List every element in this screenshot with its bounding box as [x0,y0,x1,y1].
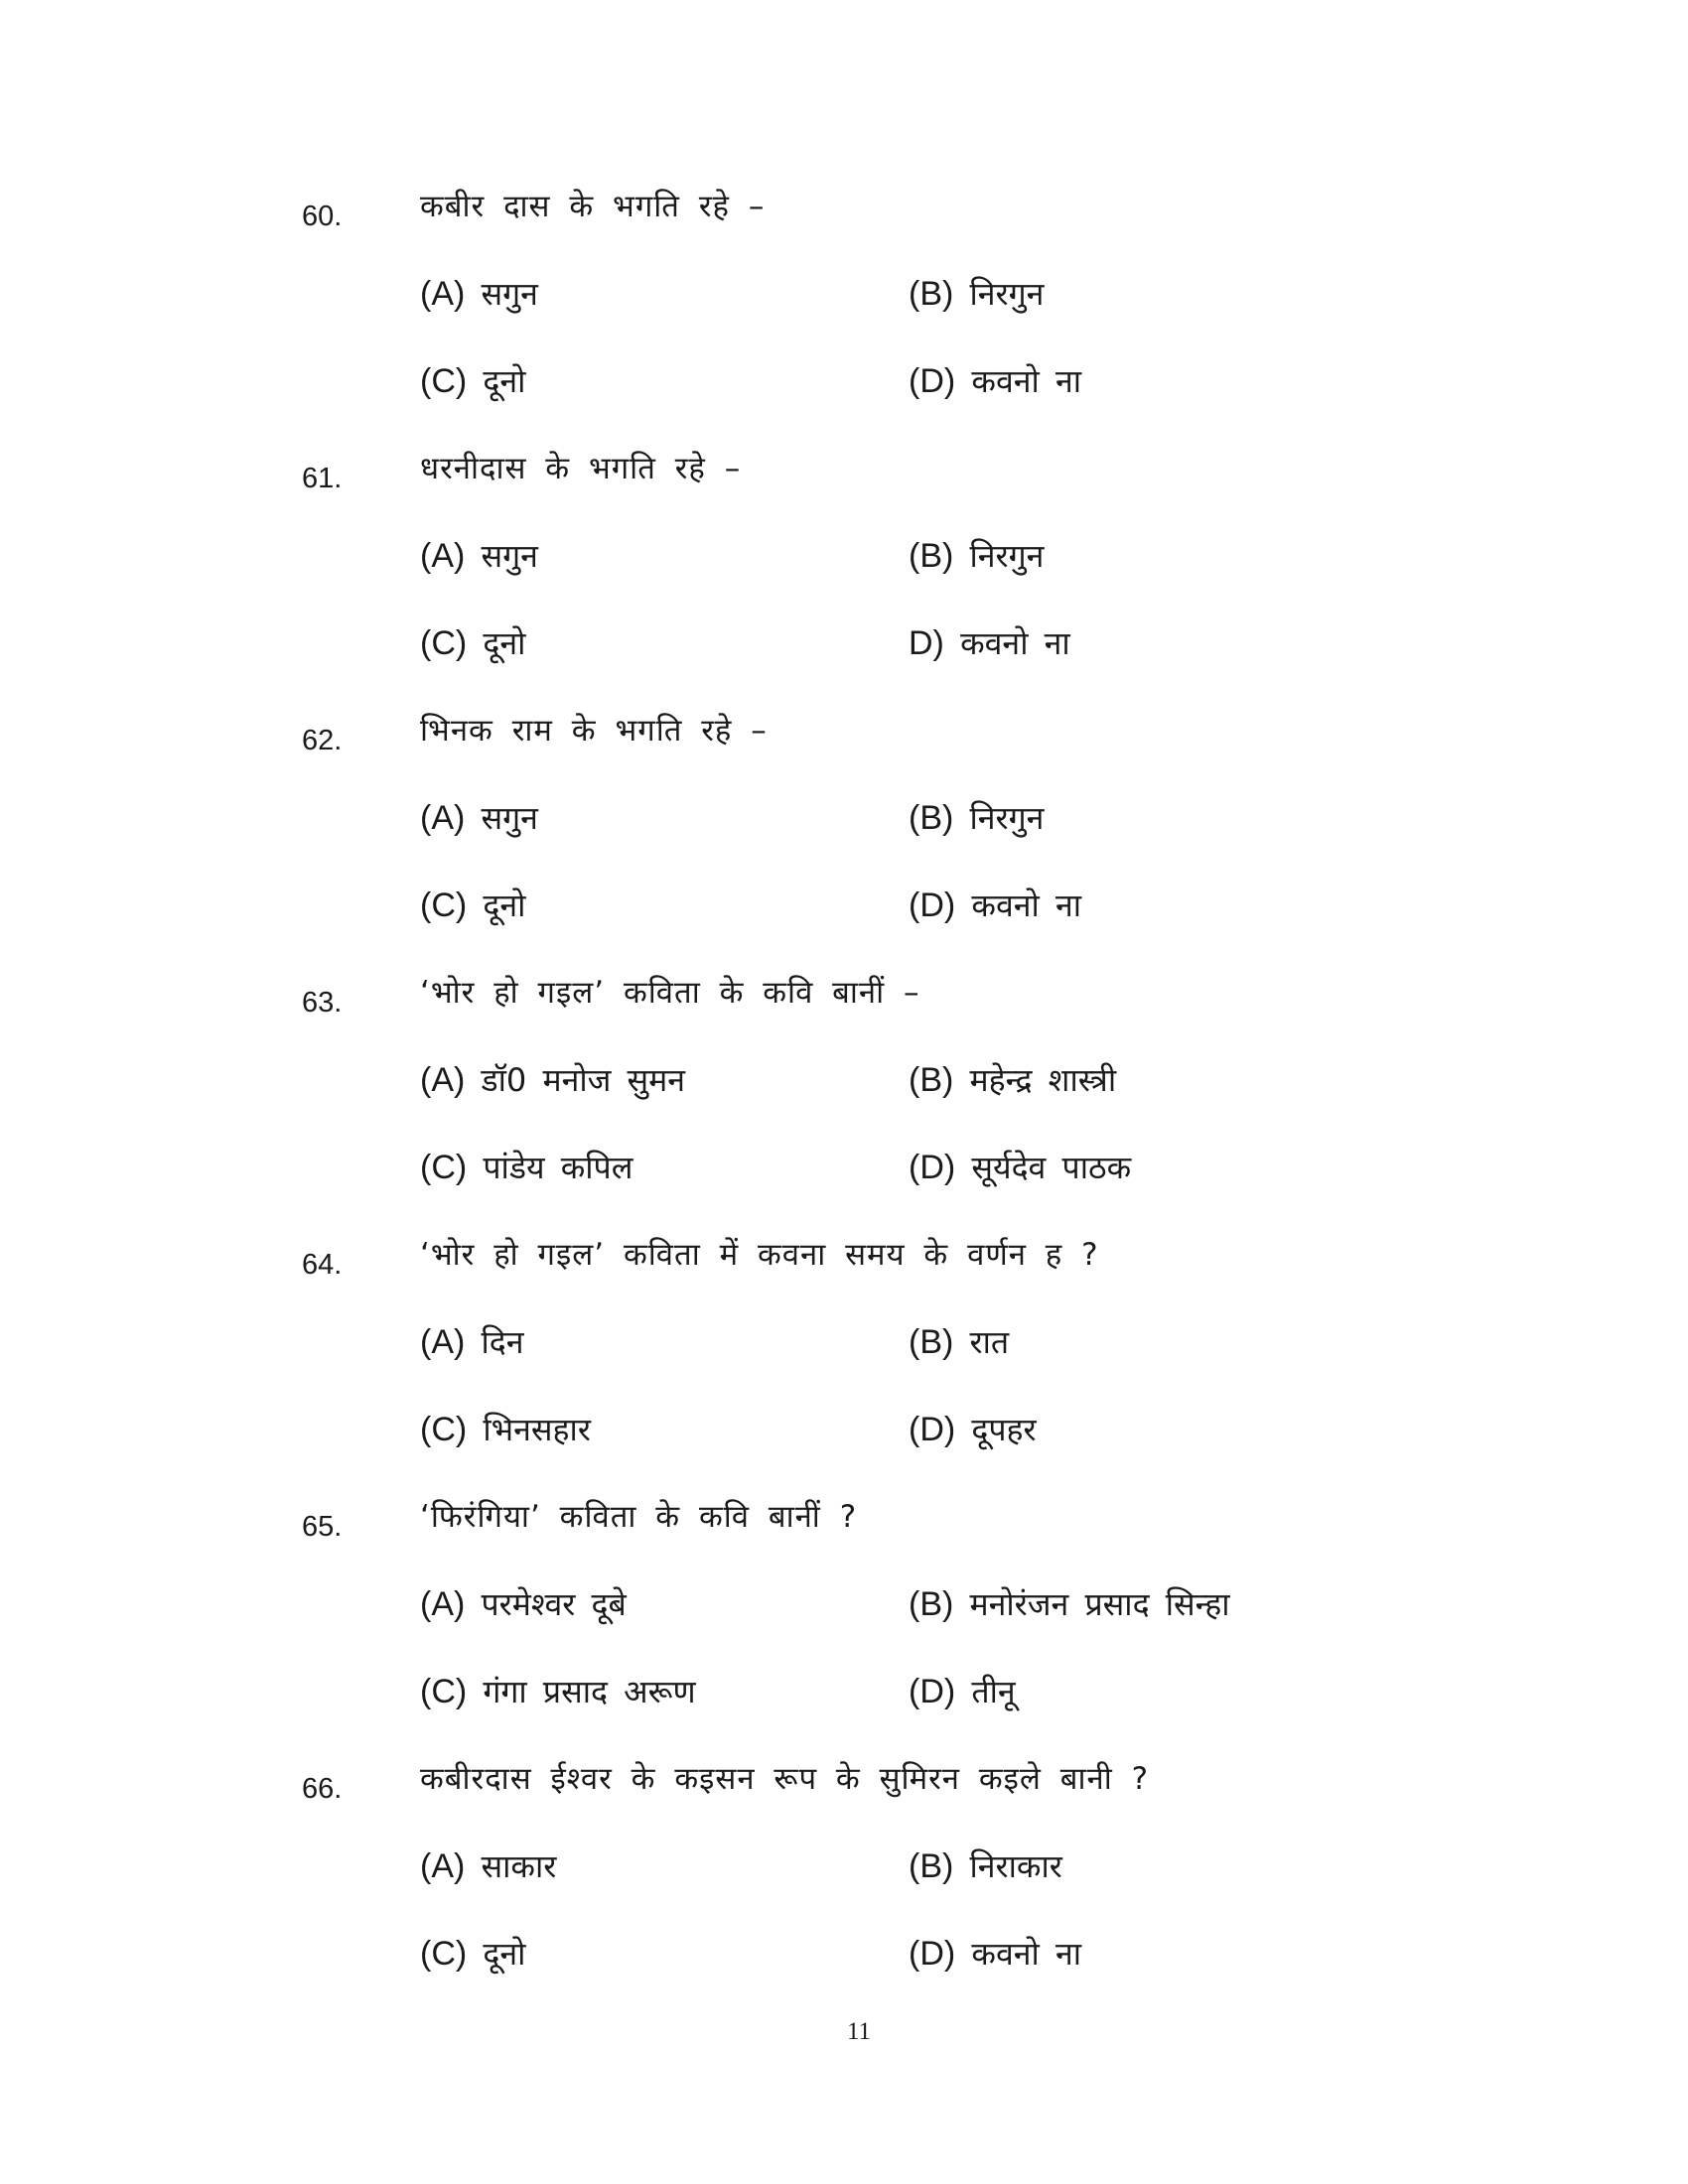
option-a [420,536,538,576]
question-number: 61. [302,463,343,494]
question-61 [0,449,1688,711]
option-text: निरगुन [969,537,1045,575]
option-b [909,274,1044,314]
option-d [909,1934,1081,1974]
option-a [420,274,538,314]
option-b [909,1060,1116,1100]
option-label: (B) [909,1323,954,1361]
option-c [420,361,525,401]
option-b [909,1322,1009,1362]
option-b [909,536,1044,576]
option-text: परमेश्वर दूबे [481,1585,627,1623]
option-d [909,361,1081,401]
question-number: 60. [302,201,343,232]
option-label: (B) [909,537,954,575]
option-text: सगुन [481,537,538,575]
question-66 [0,1759,1688,2021]
option-text: दिन [481,1323,524,1361]
option-c [420,1934,525,1974]
question-text: कबीर दास के भगति रहे – [420,189,766,224]
page-number: 11 [846,2018,872,2045]
option-label: (A) [420,537,466,575]
option-text: कवनो ना [971,887,1082,924]
option-label: (D) [909,887,956,924]
question-62 [0,711,1688,973]
option-label: (C) [420,624,468,662]
option-a [420,1584,627,1624]
option-b [909,798,1044,838]
option-label: (C) [420,1673,468,1710]
question-64 [0,1235,1688,1497]
option-label: (B) [909,1847,954,1885]
option-text: सगुन [481,275,538,313]
question-number: 64. [302,1249,343,1281]
option-a [420,1060,685,1100]
option-text: निरगुन [969,275,1045,313]
option-text: दूनो [483,624,526,662]
question-text: ‘भोर हो गइल’ कविता में कवना समय के वर्णन ह ? [420,1237,1099,1273]
option-label: (D) [909,1149,956,1186]
question-60 [0,187,1688,449]
question-65 [0,1497,1688,1759]
option-c [420,623,525,663]
option-d [909,1672,1016,1711]
question-number: 65. [302,1511,343,1543]
option-label: (A) [420,1847,466,1885]
option-label: (B) [909,275,954,313]
option-label: (B) [909,1585,954,1623]
option-label: (D) [909,1935,956,1973]
option-a [420,798,538,838]
option-text: दूनो [483,1935,526,1973]
option-c [420,1672,696,1711]
option-label: (A) [420,1323,466,1361]
option-text: डॉ0 मनोज सुमन [481,1061,686,1099]
option-label: (B) [909,799,954,837]
option-text: पांडेय कपिल [483,1149,633,1186]
option-label: (D) [909,1673,956,1710]
option-text: सूर्यदेव पाठक [971,1149,1132,1186]
option-text: रात [969,1323,1010,1361]
option-a [420,1322,524,1362]
option-text: महेन्द्र शास्त्री [969,1061,1117,1099]
option-b [909,1846,1062,1886]
option-c [420,886,525,925]
option-d [909,886,1081,925]
option-label: (A) [420,799,466,837]
question-number: 63. [302,987,343,1019]
question-text: धरनीदास के भगति रहे – [420,451,742,486]
option-label: (C) [420,887,468,924]
question-text: भिनक राम के भगति रहे – [420,713,768,749]
option-d [909,623,1070,663]
option-d [909,1148,1131,1187]
option-label: (C) [420,1411,468,1448]
option-c [420,1410,591,1449]
option-label: D) [909,624,944,662]
option-label: (A) [420,275,466,313]
option-text: भिनसहार [483,1411,591,1448]
option-label: (C) [420,362,468,400]
option-text: साकार [481,1847,557,1885]
question-number: 66. [302,1773,343,1805]
option-text: दूनो [483,887,526,924]
option-c [420,1148,633,1187]
option-text: सगुन [481,799,538,837]
option-text: कवनो ना [960,624,1070,662]
option-text: तीनू [971,1673,1016,1710]
question-text: कबीरदास ईश्वर के कइसन रूप के सुमिरन कइले बानी ? [420,1761,1150,1797]
option-d [909,1410,1037,1449]
option-label: (D) [909,362,956,400]
option-text: निरगुन [969,799,1045,837]
option-text: निराकार [969,1847,1062,1885]
option-text: गंगा प्रसाद अरूण [483,1673,696,1710]
question-number: 62. [302,725,343,756]
option-text: कवनो ना [971,362,1082,400]
question-63 [0,973,1688,1235]
option-label: (B) [909,1061,954,1099]
option-text: दूपहर [971,1411,1037,1448]
question-text: ‘फिरंगिया’ कविता के कवि बानीं ? [420,1499,858,1535]
option-text: कवनो ना [971,1935,1082,1973]
option-label: (A) [420,1585,466,1623]
option-label: (A) [420,1061,466,1099]
option-text: मनोरंजन प्रसाद सिन्हा [969,1585,1230,1623]
option-label: (D) [909,1411,956,1448]
question-text: ‘भोर हो गइल’ कविता के कवि बानीं – [420,975,920,1011]
option-text: दूनो [483,362,526,400]
option-a [420,1846,556,1886]
option-label: (C) [420,1149,468,1186]
option-b [909,1584,1230,1624]
option-label: (C) [420,1935,468,1973]
